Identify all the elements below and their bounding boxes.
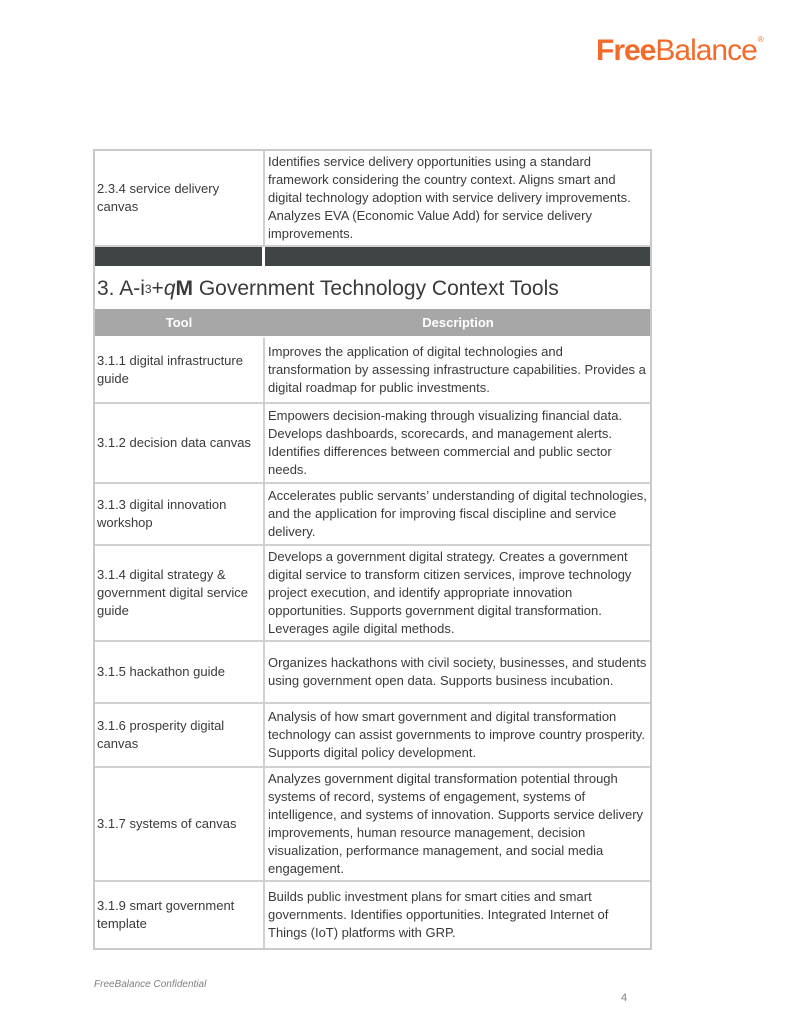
- tool-name: 3.1.7 systems of canvas: [95, 768, 265, 880]
- tool-description: Improves the application of digital technologies and transformation by assessing infrastructure capabilities. Provides a digital roadmap for public investments.: [268, 344, 646, 395]
- tool-name: 3.1.2 decision data canvas: [95, 404, 265, 482]
- tool-name: 2.3.4 service delivery canvas: [95, 151, 265, 245]
- table-row: [95, 882, 650, 948]
- table-row: [95, 642, 650, 704]
- freebalance-logo: FreeBalance®: [596, 34, 763, 67]
- tool-description: Builds public investment plans for smart cities and smart governments. Identifies opportunities. Integrated Internet of Things (IoT) platforms with GRP.: [268, 889, 609, 940]
- table-row: [95, 484, 650, 546]
- tool-name: 3.1.1 digital infrastructure guide: [95, 338, 265, 402]
- tool-name: 3.1.6 prosperity digital canvas: [95, 704, 265, 766]
- table-row: [95, 151, 650, 247]
- tool-description: Analysis of how smart government and digital transformation technology can assist governments to improve country prosperity. Supports digital policy development.: [268, 709, 645, 760]
- table-row: [95, 404, 650, 484]
- tool-name: 3.1.4 digital strategy & government digital service guide: [95, 546, 265, 640]
- tool-description: Accelerates public servants’ understanding of digital technologies, and the application for improving fiscal discipline and service delivery.: [268, 488, 647, 539]
- table-row: [95, 704, 650, 768]
- page-number: 4: [621, 992, 628, 1004]
- tool-name: 3.1.5 hackathon guide: [95, 642, 265, 702]
- section-heading: 3. A-i 3 + q M Government Technology Context Tools: [97, 277, 559, 300]
- tool-name: 3.1.9 smart government template: [95, 882, 265, 948]
- tool-description: Develops a government digital strategy. Creates a government digital service to transform citizen services, improve technology project execution, and identify appropriate innovation opportunities. Supports government digital transformation. Leverages agile digital methods.: [268, 549, 632, 636]
- column-header-description: Description: [422, 314, 494, 330]
- tool-description: Analyzes government digital transformation potential through systems of record, systems of engagement, systems of intelligence, and systems of innovation. Supports service delivery improvements, human resource management, decision visualization, performance management, and social media engagement.: [268, 771, 644, 876]
- table-header: [95, 309, 650, 338]
- dark-separator-row: [95, 247, 650, 269]
- confidential-footer: FreeBalance Confidential: [94, 979, 207, 990]
- table-row: [95, 546, 650, 642]
- tool-name: 3.1.3 digital innovation workshop: [95, 484, 265, 544]
- tools-table: [93, 149, 652, 950]
- table-row: [95, 338, 650, 404]
- tool-description: Organizes hackathons with civil society, businesses, and students using government open data. Supports business incubation.: [268, 655, 647, 688]
- tool-description: Identifies service delivery opportunities using a standard framework considering the country context. Aligns smart and digital technology adoption with service delivery improvements. Analyzes EVA (Economic Value Add) for service delivery improvements.: [268, 154, 631, 241]
- tool-description: Empowers decision-making through visualizing financial data. Develops dashboards, scorecards, and management alerts. Identifies differences between commercial and public sector needs.: [268, 408, 623, 477]
- column-header-tool: Tool: [165, 314, 193, 330]
- table-row: [95, 768, 650, 882]
